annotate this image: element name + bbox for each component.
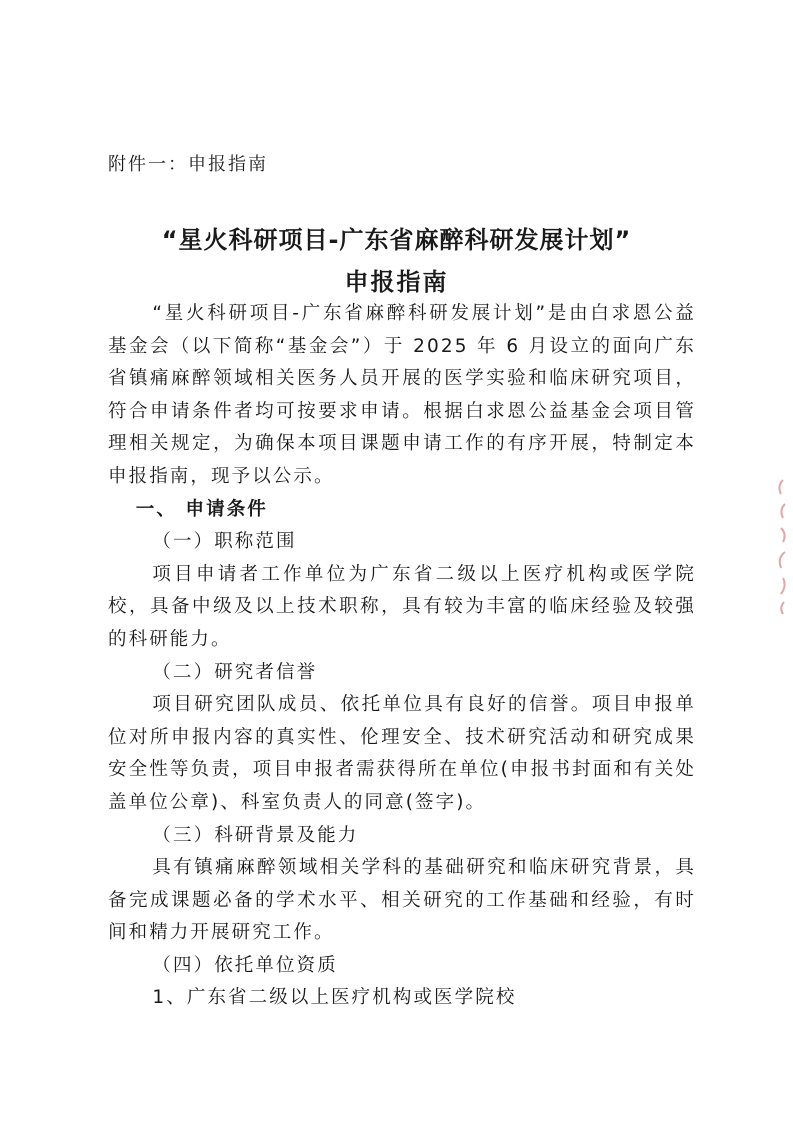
document-subtitle: 申报指南 bbox=[344, 268, 449, 296]
subsection-title-professional-title: （一）职称范围 bbox=[152, 531, 297, 553]
section-heading-requirements: 一、 申请条件 bbox=[135, 498, 268, 520]
document-body bbox=[108, 298, 696, 1015]
document-title: “星火科研项目-广东省麻醉科研发展计划” bbox=[161, 226, 632, 254]
subsection-text-research-background: 具有镇痛麻醉领域相关学科的基础研究和临床研究背景，具备完成课题必备的学术水平、相关研究的工作基础和经验，有时间和精力开展研究工作。 bbox=[108, 857, 696, 944]
list-item-institution-1: 1、广东省二级以上医疗机构或医学院校 bbox=[152, 987, 517, 1009]
attachment-label: 附件一：申报指南 bbox=[108, 154, 268, 175]
subsection-title-credibility: （二）研究者信誉 bbox=[152, 661, 318, 683]
subsection-title-research-background: （三）科研背景及能力 bbox=[152, 824, 359, 846]
intro-paragraph: “星火科研项目-广东省麻醉科研发展计划”是由白求恩公益基金会（以下简称“基金会”）于 2025 年 6 月设立的面向广东省镇痛麻醉领域相关医务人员开展的医学实验和临床研究项目，符合申请条件者均可按要求申请。根据白求恩公益基金会项目管理相关规定，为确保本项目课题申请工作的有序开展，特制定本申报指南，现予以公示。 bbox=[108, 303, 696, 487]
subsection-text-professional-title: 项目申请者工作单位为广东省二级以上医疗机构或医学院校，具备中级及以上技术职称，具有较为丰富的临床经验及较强的科研能力。 bbox=[108, 563, 696, 650]
subsection-text-credibility: 项目研究团队成员、依托单位具有良好的信誉。项目申报单位对所申报内容的真实性、伦理安全、技术研究活动和研究成果安全性等负责，项目申报者需获得所在单位(申报书封面和有关处盖单位公章)、科室负责人的同意(签字)。 bbox=[108, 694, 696, 813]
subsection-title-institution: （四）依托单位资质 bbox=[152, 954, 338, 976]
seal-stamp-edge bbox=[771, 476, 789, 616]
